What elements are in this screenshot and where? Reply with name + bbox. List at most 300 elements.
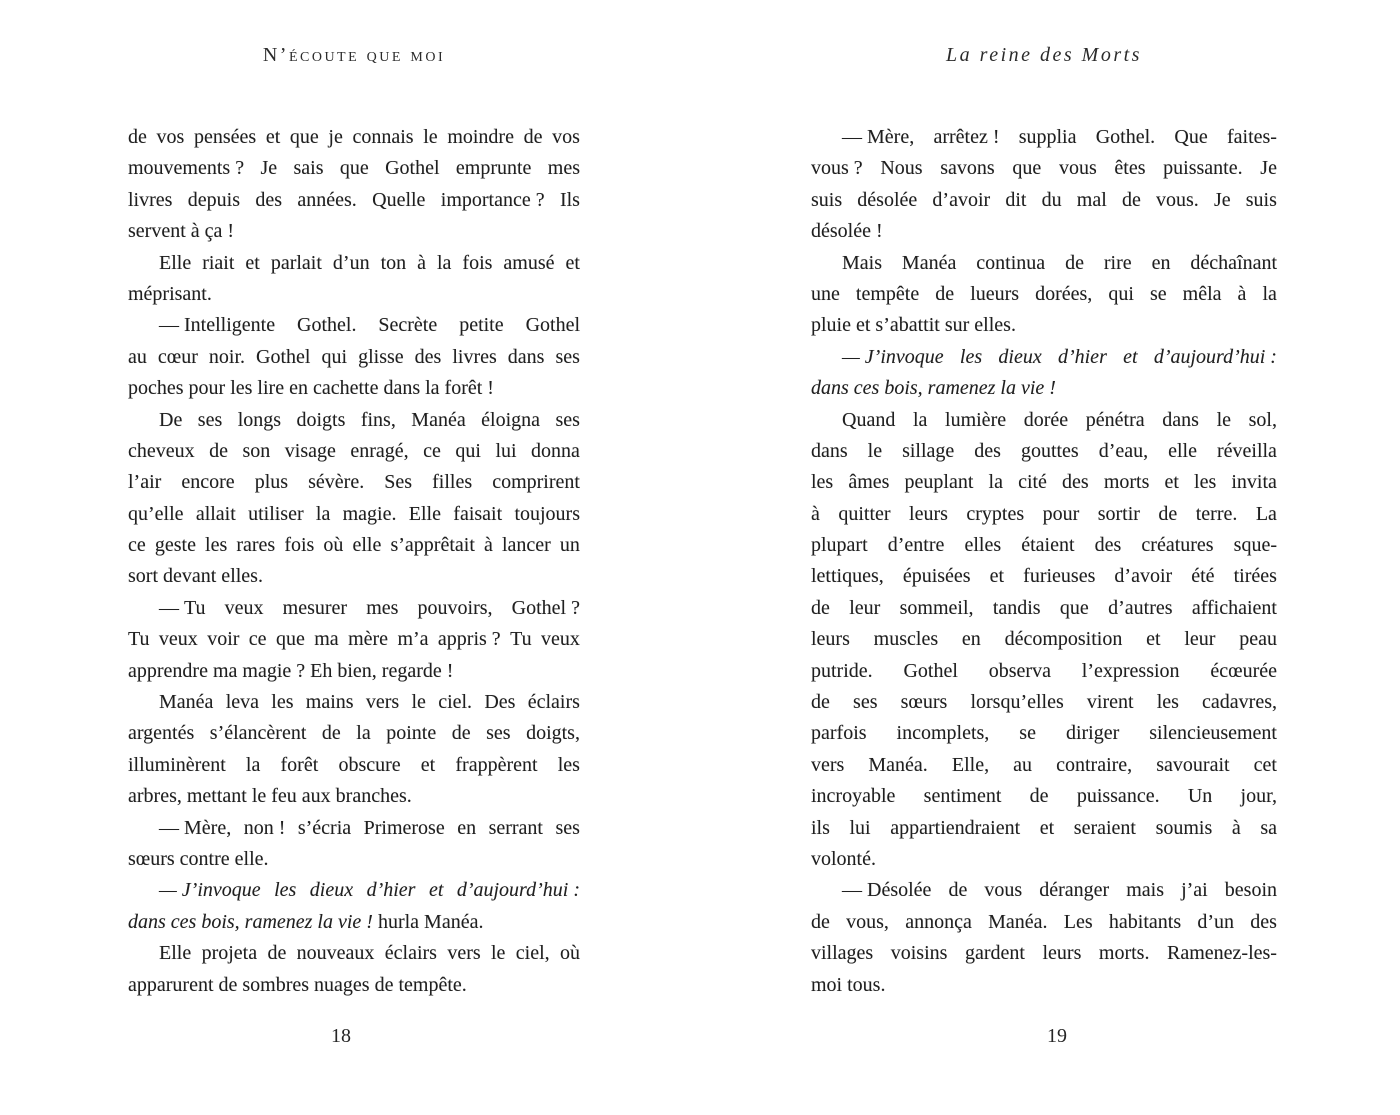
word: de	[1158, 502, 1178, 525]
word: Des	[484, 691, 516, 714]
word: éclairs	[384, 942, 437, 965]
text-line	[811, 310, 1277, 341]
word: les	[205, 534, 228, 557]
text-line	[128, 561, 580, 592]
word: des	[1062, 471, 1089, 494]
text-line	[811, 781, 1277, 812]
word: des	[974, 439, 1001, 462]
word: et	[1123, 345, 1138, 368]
text-line	[811, 436, 1277, 467]
word: ses	[555, 345, 580, 368]
word: l’expression	[1081, 659, 1180, 682]
text-line	[811, 279, 1277, 310]
word: s’élancèrent	[209, 722, 307, 745]
text-segment: volonté.	[811, 847, 876, 870]
word: ils	[811, 816, 830, 839]
word: la	[912, 408, 928, 431]
word: Je	[1213, 188, 1231, 211]
word: mère	[348, 628, 389, 651]
word: gardent	[964, 942, 1025, 965]
word: de	[523, 126, 543, 148]
word: à	[1237, 282, 1247, 305]
word: dans	[811, 439, 848, 462]
word: leur	[849, 596, 881, 619]
word: visage	[284, 439, 336, 462]
word: de	[811, 691, 830, 714]
word: Secrète	[378, 314, 438, 337]
text-line	[811, 718, 1277, 749]
word: Ses	[384, 471, 413, 494]
text-line	[811, 844, 1277, 875]
word: forêt	[280, 753, 319, 776]
word: ses	[853, 691, 878, 714]
text-line	[128, 373, 580, 404]
text-line	[811, 593, 1277, 624]
word: la	[436, 251, 452, 274]
text-line	[811, 216, 1277, 247]
text-line	[811, 561, 1277, 592]
word: qui	[1108, 282, 1134, 305]
word: — J’invoque	[842, 345, 944, 368]
word: lumière	[945, 408, 1007, 431]
word: Gothel	[903, 659, 958, 682]
word: et	[428, 879, 444, 902]
word: Gothel.	[1095, 126, 1156, 148]
word: contraire,	[1056, 753, 1133, 776]
word: veux	[158, 628, 198, 651]
word: les	[557, 753, 580, 776]
word: Nous	[880, 157, 923, 180]
word: peau	[1239, 628, 1277, 651]
word: leur	[1184, 628, 1216, 651]
word: que	[1059, 596, 1089, 619]
word: été	[1191, 565, 1215, 588]
word: tandis	[992, 596, 1041, 619]
word: écœurée	[1210, 659, 1277, 682]
word: que	[275, 628, 305, 651]
word: fins,	[360, 408, 396, 431]
word: cet	[1253, 753, 1277, 776]
word: suis	[811, 188, 843, 211]
word: Gothel	[525, 314, 580, 337]
word: dans	[1162, 408, 1199, 431]
word: pouvoirs,	[417, 596, 493, 619]
word: magie.	[342, 502, 397, 525]
word: fois	[284, 534, 315, 557]
word: d’avoir	[1114, 565, 1173, 588]
word: Gothel	[385, 157, 440, 180]
text-line	[811, 499, 1277, 530]
word: — Mère,	[159, 816, 232, 839]
word: sais	[293, 157, 324, 180]
text-line	[128, 310, 580, 341]
word: vers	[365, 691, 400, 714]
word: silencieusement	[1149, 722, 1277, 745]
right-text-column	[811, 122, 1277, 1001]
text-line	[128, 499, 580, 530]
word: et	[1164, 471, 1179, 494]
word: vers	[447, 942, 481, 965]
text-line	[811, 938, 1277, 969]
word: besoin	[1224, 879, 1277, 902]
word: des	[255, 188, 283, 211]
word: Manéa	[411, 408, 466, 431]
word: âmes	[848, 471, 890, 494]
text-line	[128, 122, 580, 153]
word: sortir	[1097, 502, 1140, 525]
word: et	[565, 251, 580, 274]
word: veux	[540, 628, 580, 651]
word: de	[1121, 188, 1141, 211]
word: vous.	[1155, 188, 1199, 211]
word: ses	[555, 408, 580, 431]
word: mouvements ?	[128, 157, 245, 180]
word: les	[274, 879, 297, 902]
word: la	[356, 722, 371, 745]
word: d’un	[1197, 910, 1235, 933]
word: de	[811, 910, 830, 933]
word: arrêtez !	[933, 126, 1000, 148]
word: parlait	[270, 251, 322, 274]
left-page-number: 18	[331, 1025, 351, 1047]
word: depuis	[187, 188, 240, 211]
word: filles	[432, 471, 473, 494]
word: à	[1231, 816, 1241, 839]
word: les	[959, 345, 983, 368]
word: villages	[811, 942, 874, 965]
word: parfois	[811, 722, 867, 745]
word: et	[265, 126, 281, 148]
word: des	[1094, 534, 1122, 557]
word: d’autres	[1108, 596, 1173, 619]
word: se	[1149, 282, 1167, 305]
word: le	[490, 942, 506, 965]
word: le	[423, 126, 438, 148]
word: doigts	[296, 408, 346, 431]
word: lorsqu’elles	[970, 691, 1064, 714]
word: de	[1065, 251, 1084, 274]
word: sommeil,	[899, 596, 974, 619]
word: jour,	[1240, 785, 1277, 808]
word: pénétra	[1085, 408, 1145, 431]
text-segment: apparurent de sombres nuages de tempête.	[128, 973, 467, 996]
word: sa	[1260, 816, 1277, 839]
word: étaient	[1021, 534, 1075, 557]
word: sol,	[1248, 408, 1277, 431]
text-segment: méprisant.	[128, 282, 212, 305]
word: Elle	[408, 502, 441, 525]
word: je	[328, 126, 343, 148]
word: cryptes	[966, 502, 1025, 525]
word: en	[961, 628, 981, 651]
word: le	[1216, 408, 1231, 431]
word: sillage	[902, 439, 955, 462]
text-line	[128, 436, 580, 467]
word: de	[935, 282, 955, 305]
word: noir.	[208, 345, 246, 368]
word: éclairs	[527, 691, 580, 714]
word: leurs	[811, 628, 850, 651]
word: muscles	[873, 628, 939, 651]
word: comprirent	[492, 471, 580, 494]
text-line	[811, 373, 1277, 404]
word: affichaient	[1191, 596, 1277, 619]
word: que	[339, 157, 369, 180]
text-line	[811, 153, 1277, 184]
word: d’aujourd’hui :	[456, 879, 580, 902]
text-line	[811, 624, 1277, 655]
word: ma	[314, 628, 339, 651]
word: d’hier	[1057, 345, 1107, 368]
word: Gothel.	[297, 314, 357, 337]
word: sœurs	[900, 691, 948, 714]
word: lui	[495, 439, 517, 462]
word: ce	[423, 439, 441, 462]
word: morts	[1103, 471, 1150, 494]
word: furieuses	[1023, 565, 1096, 588]
text-line	[128, 938, 580, 969]
word: et	[989, 565, 1005, 588]
word: donna	[531, 439, 580, 462]
text-line	[811, 750, 1277, 781]
word: que	[1012, 157, 1042, 180]
word: vous ?	[811, 157, 863, 180]
word: emprunte	[455, 157, 532, 180]
word: se	[1019, 722, 1036, 745]
word: quitter	[838, 502, 891, 525]
word: de	[948, 879, 968, 902]
word: et	[1146, 628, 1161, 651]
text-line	[811, 467, 1277, 498]
text-line	[811, 907, 1277, 938]
word: j’ai	[1181, 879, 1208, 902]
word: leurs	[1042, 942, 1082, 965]
word: l’air	[128, 471, 162, 494]
word: soumis	[1155, 816, 1213, 839]
word: dieux	[309, 879, 354, 902]
word: mal	[1076, 188, 1107, 211]
word: amusé	[503, 251, 555, 274]
word: leurs	[909, 502, 948, 525]
word: la	[245, 753, 261, 776]
text-segment: dans ces bois, ramenez la vie !	[811, 377, 1056, 400]
word: Que	[1174, 126, 1208, 148]
text-line	[811, 530, 1277, 561]
word: qui	[321, 345, 348, 368]
word: diriger	[1065, 722, 1120, 745]
word: Un	[1187, 785, 1213, 808]
word: sque-	[1233, 534, 1277, 557]
word: dorée	[1023, 408, 1069, 431]
word: déchaînant	[1190, 251, 1277, 274]
word: ses	[197, 408, 223, 431]
text-segment: hurla Manéa.	[377, 910, 484, 933]
word: Ramenez-les-	[1167, 942, 1277, 965]
word: ce	[248, 628, 267, 651]
word: Manéa.	[868, 753, 928, 776]
word: allait	[195, 502, 236, 525]
word: suis	[1245, 188, 1277, 211]
word: les	[1156, 691, 1179, 714]
word: livres	[452, 345, 497, 368]
word: êtes	[1114, 157, 1146, 180]
word: lueurs	[970, 282, 1020, 305]
word: connais	[352, 126, 414, 148]
word: dit	[1005, 188, 1027, 211]
word: faisait	[453, 502, 503, 525]
word: rire	[1103, 251, 1132, 274]
text-line	[128, 687, 580, 718]
word: Elle,	[951, 753, 990, 776]
word: habitants	[1108, 910, 1182, 933]
text-line	[128, 750, 580, 781]
word: la	[1262, 282, 1277, 305]
text-line	[128, 593, 580, 624]
word: créatures	[1141, 534, 1214, 557]
word: Quelle	[372, 188, 426, 211]
word: nouveaux	[296, 942, 375, 965]
word: à	[811, 502, 820, 525]
word: à	[417, 251, 426, 274]
right-page	[811, 0, 1277, 1115]
word: projeta	[201, 942, 258, 965]
word: savourait	[1156, 753, 1230, 776]
word: mes	[547, 157, 580, 180]
right-running-header: La reine des Morts	[946, 44, 1142, 66]
text-line	[128, 907, 580, 938]
word: De	[159, 408, 183, 431]
word: Quand	[842, 408, 896, 431]
word: au	[1013, 753, 1033, 776]
text-segment: sort devant elles.	[128, 565, 263, 588]
word: Manéa.	[988, 910, 1048, 933]
word: décomposition	[1004, 628, 1123, 651]
text-line	[128, 153, 580, 184]
word: dieux	[998, 345, 1042, 368]
word: en	[1151, 251, 1171, 274]
word: déranger	[1039, 879, 1110, 902]
word: utiliser	[248, 502, 304, 525]
text-line	[811, 813, 1277, 844]
text-line	[128, 875, 580, 906]
word: m’a	[397, 628, 429, 651]
word: ciel.	[438, 691, 473, 714]
word: voisins	[890, 942, 948, 965]
word: à	[483, 534, 493, 557]
word: La	[1255, 502, 1277, 525]
word: qui	[455, 439, 481, 462]
word: elles	[964, 534, 1002, 557]
word: obscure	[338, 753, 401, 776]
word: appris ?	[437, 628, 501, 651]
text-segment: sœurs contre elle.	[128, 847, 269, 870]
word: — Tu	[159, 596, 206, 619]
word: et	[245, 251, 260, 274]
word: que	[289, 126, 319, 148]
word: ce	[128, 534, 146, 557]
word: tirées	[1233, 565, 1277, 588]
word: où	[559, 942, 580, 965]
word: mes	[366, 596, 399, 619]
word: de	[451, 722, 471, 745]
word: serrant	[488, 816, 543, 839]
word: cadavres,	[1202, 691, 1277, 714]
word: — Intelligente	[159, 314, 276, 337]
word: s’écria	[297, 816, 352, 839]
word: de	[267, 942, 287, 965]
word: seraient	[1073, 816, 1136, 839]
word: Tu	[510, 628, 532, 651]
word: peuplant	[904, 471, 974, 494]
word: — Mère,	[842, 126, 915, 148]
word: mains	[305, 691, 354, 714]
word: virent	[1086, 691, 1134, 714]
text-line	[128, 185, 580, 216]
word: puissante.	[1163, 157, 1243, 180]
word: d’aujourd’hui :	[1153, 345, 1277, 368]
word: encore	[181, 471, 235, 494]
word: et	[1039, 816, 1055, 839]
word: voir	[207, 628, 240, 651]
word: dans	[507, 345, 545, 368]
word: illuminèrent	[128, 753, 226, 776]
word: glisse	[358, 345, 404, 368]
text-line	[128, 405, 580, 436]
word: pointe	[386, 722, 437, 745]
word: Elle	[159, 251, 192, 274]
word: mesurer	[282, 596, 348, 619]
word: — J’invoque	[159, 879, 261, 902]
word: Je	[1260, 157, 1277, 180]
word: livres	[128, 188, 173, 211]
word: vos	[552, 126, 580, 148]
text-segment: pluie et s’abattit sur elles.	[811, 314, 1016, 337]
word: Gothel ?	[511, 596, 580, 619]
text-line	[128, 342, 580, 373]
word: cité	[1018, 471, 1047, 494]
word: Elle	[159, 942, 192, 965]
word: de	[128, 126, 147, 148]
word: d’un	[332, 251, 370, 274]
text-line	[811, 185, 1277, 216]
text-line	[128, 530, 580, 561]
text-line	[811, 875, 1277, 906]
word: plus	[254, 471, 289, 494]
word: au	[128, 345, 147, 368]
word: dorées,	[1035, 282, 1093, 305]
word: de	[321, 722, 341, 745]
word: de	[1029, 785, 1049, 808]
text-line	[811, 656, 1277, 687]
word: enragé,	[350, 439, 409, 462]
word: incomplets,	[896, 722, 990, 745]
left-text-column	[128, 122, 580, 1001]
word: morts.	[1098, 942, 1150, 965]
word: leva	[225, 691, 260, 714]
word: argentés	[128, 722, 195, 745]
word: un	[559, 534, 580, 557]
word: elle	[352, 534, 382, 557]
word: Manéa	[159, 691, 214, 714]
word: Mais	[842, 251, 882, 274]
word: vos	[156, 126, 185, 148]
word: riait	[202, 251, 235, 274]
word: années.	[297, 188, 357, 211]
word: lettiques,	[811, 565, 884, 588]
word: ses	[486, 722, 511, 745]
word: cœur	[157, 345, 198, 368]
text-line	[128, 781, 580, 812]
